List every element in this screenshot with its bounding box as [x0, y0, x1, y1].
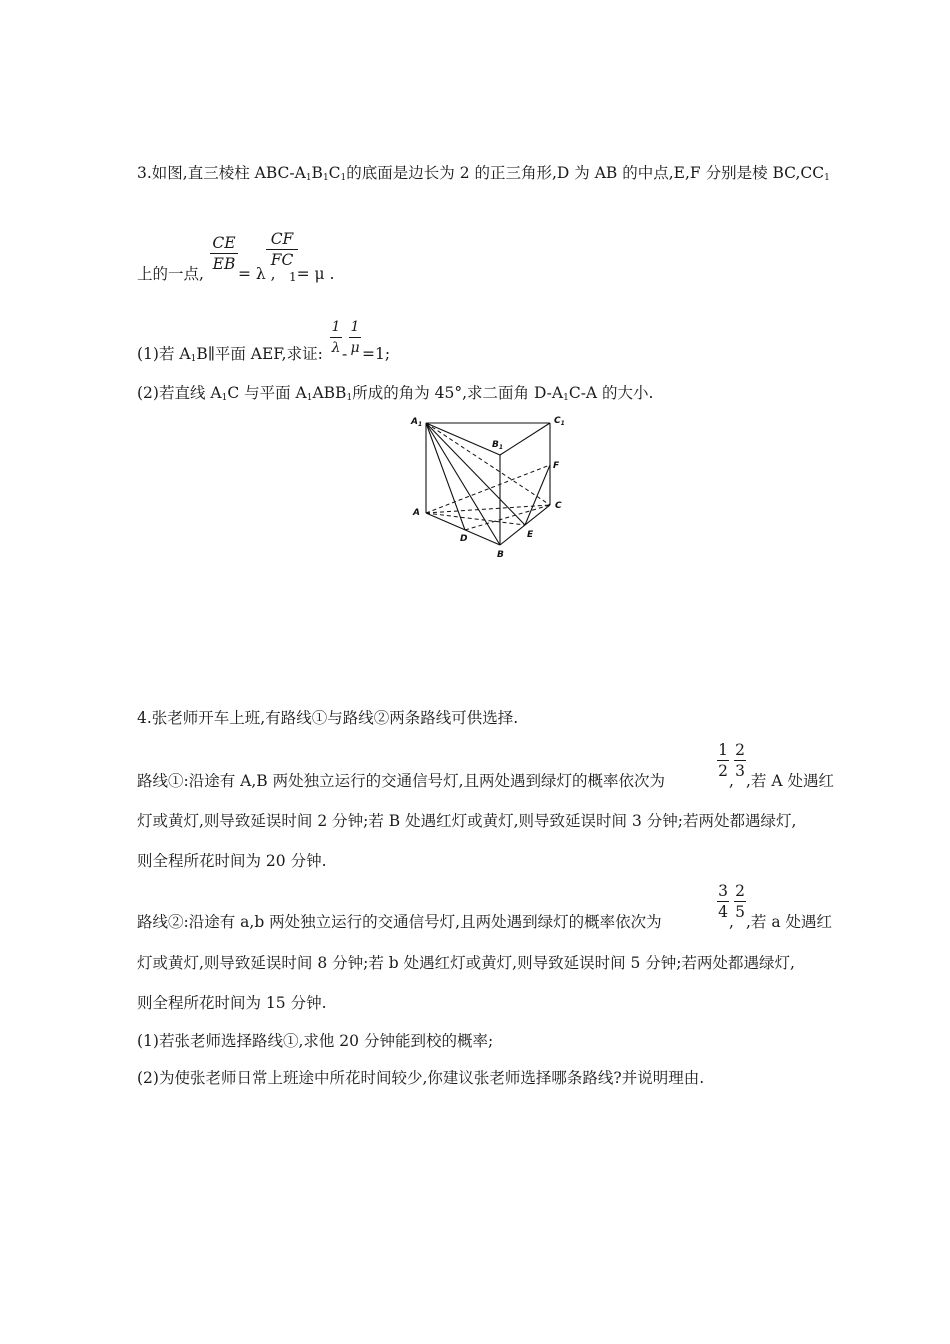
fraction-denominator: 5	[735, 903, 745, 921]
q3-part2	[137, 383, 653, 408]
q3-text: C-A 的大小.	[568, 384, 654, 402]
label-B1: $B_1$	[492, 440, 504, 451]
subscript: 1	[306, 393, 313, 403]
subscript: 1	[221, 393, 228, 403]
q4-route1-line2: 灯或黄灯,则导致延误时间 2 分钟;若 B 处遇红灯或黄灯,则导致延误时间 3 分钟;若两处都遇绿灯,	[137, 812, 797, 830]
subscript: 1	[305, 173, 312, 183]
q4-route1-tail: ,若 A 处遇红	[746, 772, 834, 790]
label-C1: $C_1$	[554, 416, 565, 427]
q4-route2-line1	[137, 912, 662, 932]
fraction-bar	[717, 760, 729, 761]
q3-text: ABB	[312, 384, 347, 402]
q4-sep: ,	[729, 772, 734, 790]
subscript: 1	[190, 354, 197, 364]
q3-text: 的底面是边长为 2 的正三角形,D 为 AB 的中点,E,F 分别是棱 BC,CC	[346, 164, 825, 182]
q3-text: -	[342, 345, 348, 363]
q4-text: 路线②:沿途有 a,b 两处独立运行的交通信号灯,且两处遇到绿灯的概率依次为	[137, 913, 662, 931]
fraction-numerator: 1	[350, 319, 360, 335]
fraction-1-lambda	[330, 318, 342, 357]
fraction-bar	[349, 337, 361, 338]
q4-part1: (1)若张老师选择路线①,求他 20 分钟能到校的概率;	[137, 1032, 494, 1050]
q4-route1-line1	[137, 771, 665, 791]
fraction-numerator: 3	[718, 882, 728, 900]
q3-text: 3.如图,直三棱柱 ABC-A	[137, 164, 306, 182]
q4-route1-line3: 则全程所花时间为 20 分钟.	[137, 852, 327, 870]
q3-text: (1)若 A	[137, 345, 191, 363]
label-B: B	[497, 550, 504, 560]
fraction-denominator: 2	[718, 762, 728, 780]
fraction-denominator: EB	[212, 255, 236, 273]
fraction-numerator: 2	[735, 882, 745, 900]
fraction-bar	[734, 901, 746, 902]
q3-part1-end	[362, 344, 390, 364]
fraction-numerator: 1	[331, 319, 341, 335]
label-F: F	[553, 461, 560, 471]
q3-text: 所成的角为 45°,求二面角 D-A	[352, 384, 564, 402]
subscript: 1	[563, 393, 569, 403]
fraction-bar	[266, 249, 298, 250]
subscript: 1	[340, 173, 347, 183]
fraction-bar	[210, 253, 238, 254]
label-D: D	[460, 534, 468, 544]
fraction-1-2	[717, 741, 729, 780]
q3-text: C 与平面 A	[227, 384, 307, 402]
q4-sep: ,	[729, 913, 734, 931]
fraction-2-5	[734, 882, 746, 921]
fraction-denominator: FC	[270, 251, 294, 269]
q3-statement-line1	[137, 163, 830, 188]
label-A1: $A_1$	[411, 417, 423, 428]
fraction-numerator: 1	[718, 741, 728, 759]
q4-route2-line3: 则全程所花时间为 15 分钟.	[137, 994, 327, 1012]
label-A: A	[413, 508, 420, 518]
q4-route2-tail: ,若 a 处遇红	[746, 913, 833, 931]
q3-text: (2)若直线 A	[137, 384, 222, 402]
fraction-3-4	[717, 882, 729, 921]
q3-text: =1;	[362, 345, 391, 363]
q3-statement-line2	[137, 264, 204, 284]
subscript: 1	[346, 393, 353, 403]
subscript: 1	[322, 173, 329, 183]
fraction-denominator: λ	[331, 340, 341, 356]
q3-text: = μ .	[296, 265, 335, 283]
q3-text: B∥平面 AEF,求证:	[196, 345, 323, 363]
q4-part2: (2)为使张老师日常上班途中所花时间较少,你建议张老师选择哪条路线?并说明理由.	[137, 1069, 705, 1087]
q3-text: B	[311, 164, 323, 182]
subscript: 1	[824, 173, 830, 183]
q3-text: C	[328, 164, 341, 182]
eq-mu	[289, 264, 334, 287]
label-C: C	[555, 501, 562, 511]
q4-intro: 4.张老师开车上班,有路线①与路线②两条路线可供选择.	[137, 709, 519, 727]
fraction-denominator: 3	[735, 762, 745, 780]
label-E: E	[527, 530, 534, 540]
prism-figure	[405, 408, 575, 568]
minus-sign	[342, 344, 347, 364]
q4-text: 路线①:沿途有 A,B 两处独立运行的交通信号灯,且两处遇到绿灯的概率依次为	[137, 772, 666, 790]
fraction-denominator: μ	[350, 340, 360, 356]
q3-text: = λ ,	[238, 265, 276, 283]
fraction-1-mu	[349, 318, 361, 357]
fraction-numerator: CE	[212, 234, 236, 252]
fraction-2-3	[734, 741, 746, 780]
q3-part1	[137, 344, 323, 369]
subscript: 1	[289, 270, 297, 284]
fraction-bar	[330, 337, 342, 338]
fraction-ce-eb	[210, 234, 238, 273]
fraction-denominator: 4	[718, 903, 728, 921]
fraction-bar	[734, 760, 746, 761]
fraction-bar	[717, 901, 729, 902]
fraction-numerator: CF	[270, 230, 294, 248]
q4-route2-line2: 灯或黄灯,则导致延误时间 8 分钟;若 b 处遇红灯或黄灯,则导致延误时间 5 分钟;若两处都遇绿灯,	[137, 954, 795, 972]
q3-text: 上的一点,	[137, 265, 204, 283]
fraction-numerator: 2	[735, 741, 745, 759]
